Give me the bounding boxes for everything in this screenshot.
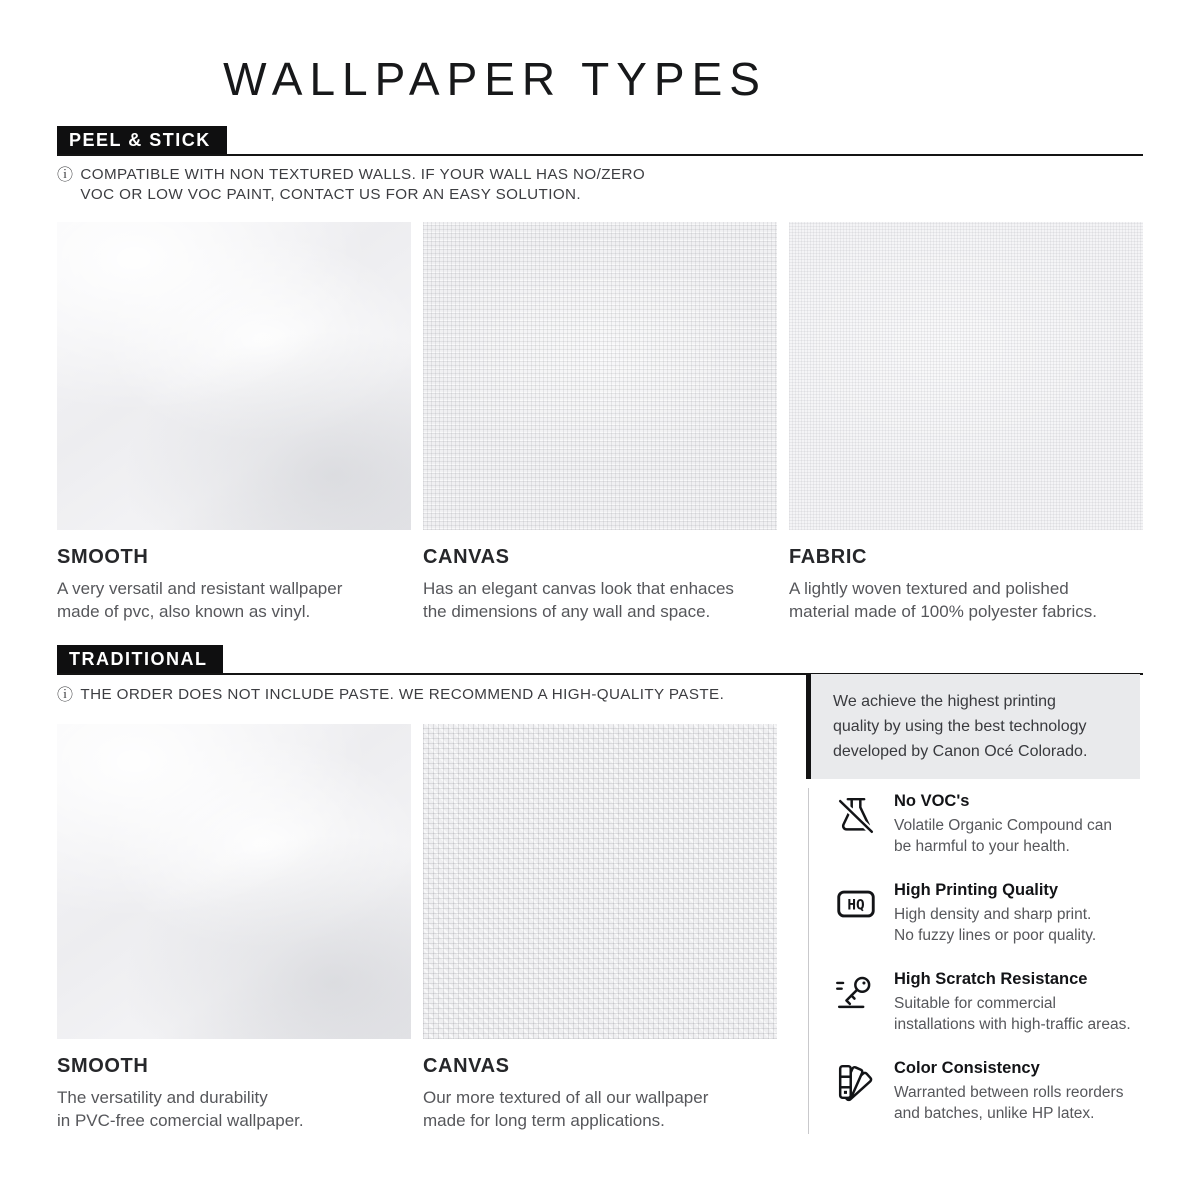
page-title: WALLPAPER TYPES — [223, 53, 767, 105]
feature-no-vocs — [833, 792, 1148, 857]
wallpaper-type-card — [57, 222, 411, 623]
hq-badge-icon — [833, 881, 879, 927]
wallpaper-type-card — [423, 724, 777, 1132]
feature-title: High Printing Quality — [894, 881, 1059, 899]
note-text — [80, 165, 645, 205]
traditional-section-header — [57, 645, 1143, 675]
swatch-description: A lightly woven textured and polished material made of 100% polyester fabrics. — [789, 579, 1098, 621]
peel-and-stick-note — [57, 165, 645, 205]
swatch-name: FABRIC — [789, 546, 868, 568]
note-line: COMPATIBLE WITH NON TEXTURED WALLS. IF YOUR WALL HAS NO/ZERO — [80, 166, 646, 183]
peel-and-stick-section-header — [57, 126, 1143, 156]
swatch-name: SMOOTH — [57, 1055, 149, 1077]
feature-list — [808, 788, 1148, 1134]
feature-text — [894, 1059, 1123, 1124]
fabric-texture-swatch — [789, 222, 1143, 530]
traditional-note — [57, 685, 724, 705]
feature-color-consistency — [833, 1059, 1148, 1124]
feature-high-scratch-resistance — [833, 970, 1148, 1035]
info-icon: ⓘ — [57, 685, 74, 704]
swatch-name: SMOOTH — [57, 546, 149, 568]
scratch-key-icon — [833, 970, 879, 1016]
swatch-description: A very versatil and resistant wallpaper made of pvc, also known as vinyl. — [57, 579, 343, 621]
printing-quality-callout — [806, 674, 1140, 779]
traditional-badge: TRADITIONAL — [57, 645, 223, 673]
wallpaper-type-card — [423, 222, 777, 623]
feature-text — [894, 970, 1131, 1035]
no-voc-flask-icon — [833, 792, 879, 838]
swatch-description: Has an elegant canvas look that enhaces the dimensions of any wall and space. — [423, 579, 734, 621]
callout-line: quality by using the best technology — [833, 718, 1087, 735]
callout-line: developed by Canon Océ Colorado. — [833, 743, 1088, 760]
callout-line: We achieve the highest printing — [833, 693, 1056, 710]
wallpaper-type-card — [789, 222, 1143, 623]
feature-description: Volatile Organic Compound can be harmful to your health. — [894, 817, 1112, 855]
smooth-texture-swatch — [57, 724, 411, 1039]
note-line: THE ORDER DOES NOT INCLUDE PASTE. WE RECOMMEND A HIGH-QUALITY PASTE. — [80, 686, 725, 703]
feature-title: No VOC's — [894, 792, 970, 810]
swatch-name: CANVAS — [423, 1055, 510, 1077]
feature-description: Warranted between rolls reorders and batches, unlike HP latex. — [894, 1084, 1124, 1122]
swatch-description: Our more textured of all our wallpaper made for long term applications. — [423, 1088, 709, 1130]
feature-high-printing-quality — [833, 881, 1148, 946]
canvas-texture-swatch — [423, 222, 777, 530]
traditional-swatch-grid — [57, 724, 777, 1132]
feature-text — [894, 792, 1112, 857]
note-text — [80, 685, 724, 705]
feature-text — [894, 881, 1096, 946]
hq-icon-label: HQ — [847, 897, 865, 914]
color-swatch-fan-icon — [833, 1059, 879, 1105]
info-icon: ⓘ — [57, 165, 74, 184]
wallpaper-type-card — [57, 724, 411, 1132]
canvas-texture-swatch — [423, 724, 777, 1039]
note-line: VOC OR LOW VOC PAINT, CONTACT US FOR AN EASY SOLUTION. — [80, 186, 582, 203]
feature-description: High density and sharp print. No fuzzy lines or poor quality. — [894, 906, 1097, 944]
peel-and-stick-swatch-grid — [57, 222, 1143, 623]
feature-title: Color Consistency — [894, 1059, 1040, 1077]
swatch-name: CANVAS — [423, 546, 510, 568]
feature-description: Suitable for commercial installations with high-traffic areas. — [894, 995, 1131, 1033]
swatch-description: The versatility and durability in PVC-free comercial wallpaper. — [57, 1088, 304, 1130]
smooth-texture-swatch — [57, 222, 411, 530]
feature-title: High Scratch Resistance — [894, 970, 1088, 988]
peel-and-stick-badge: PEEL & STICK — [57, 126, 227, 154]
